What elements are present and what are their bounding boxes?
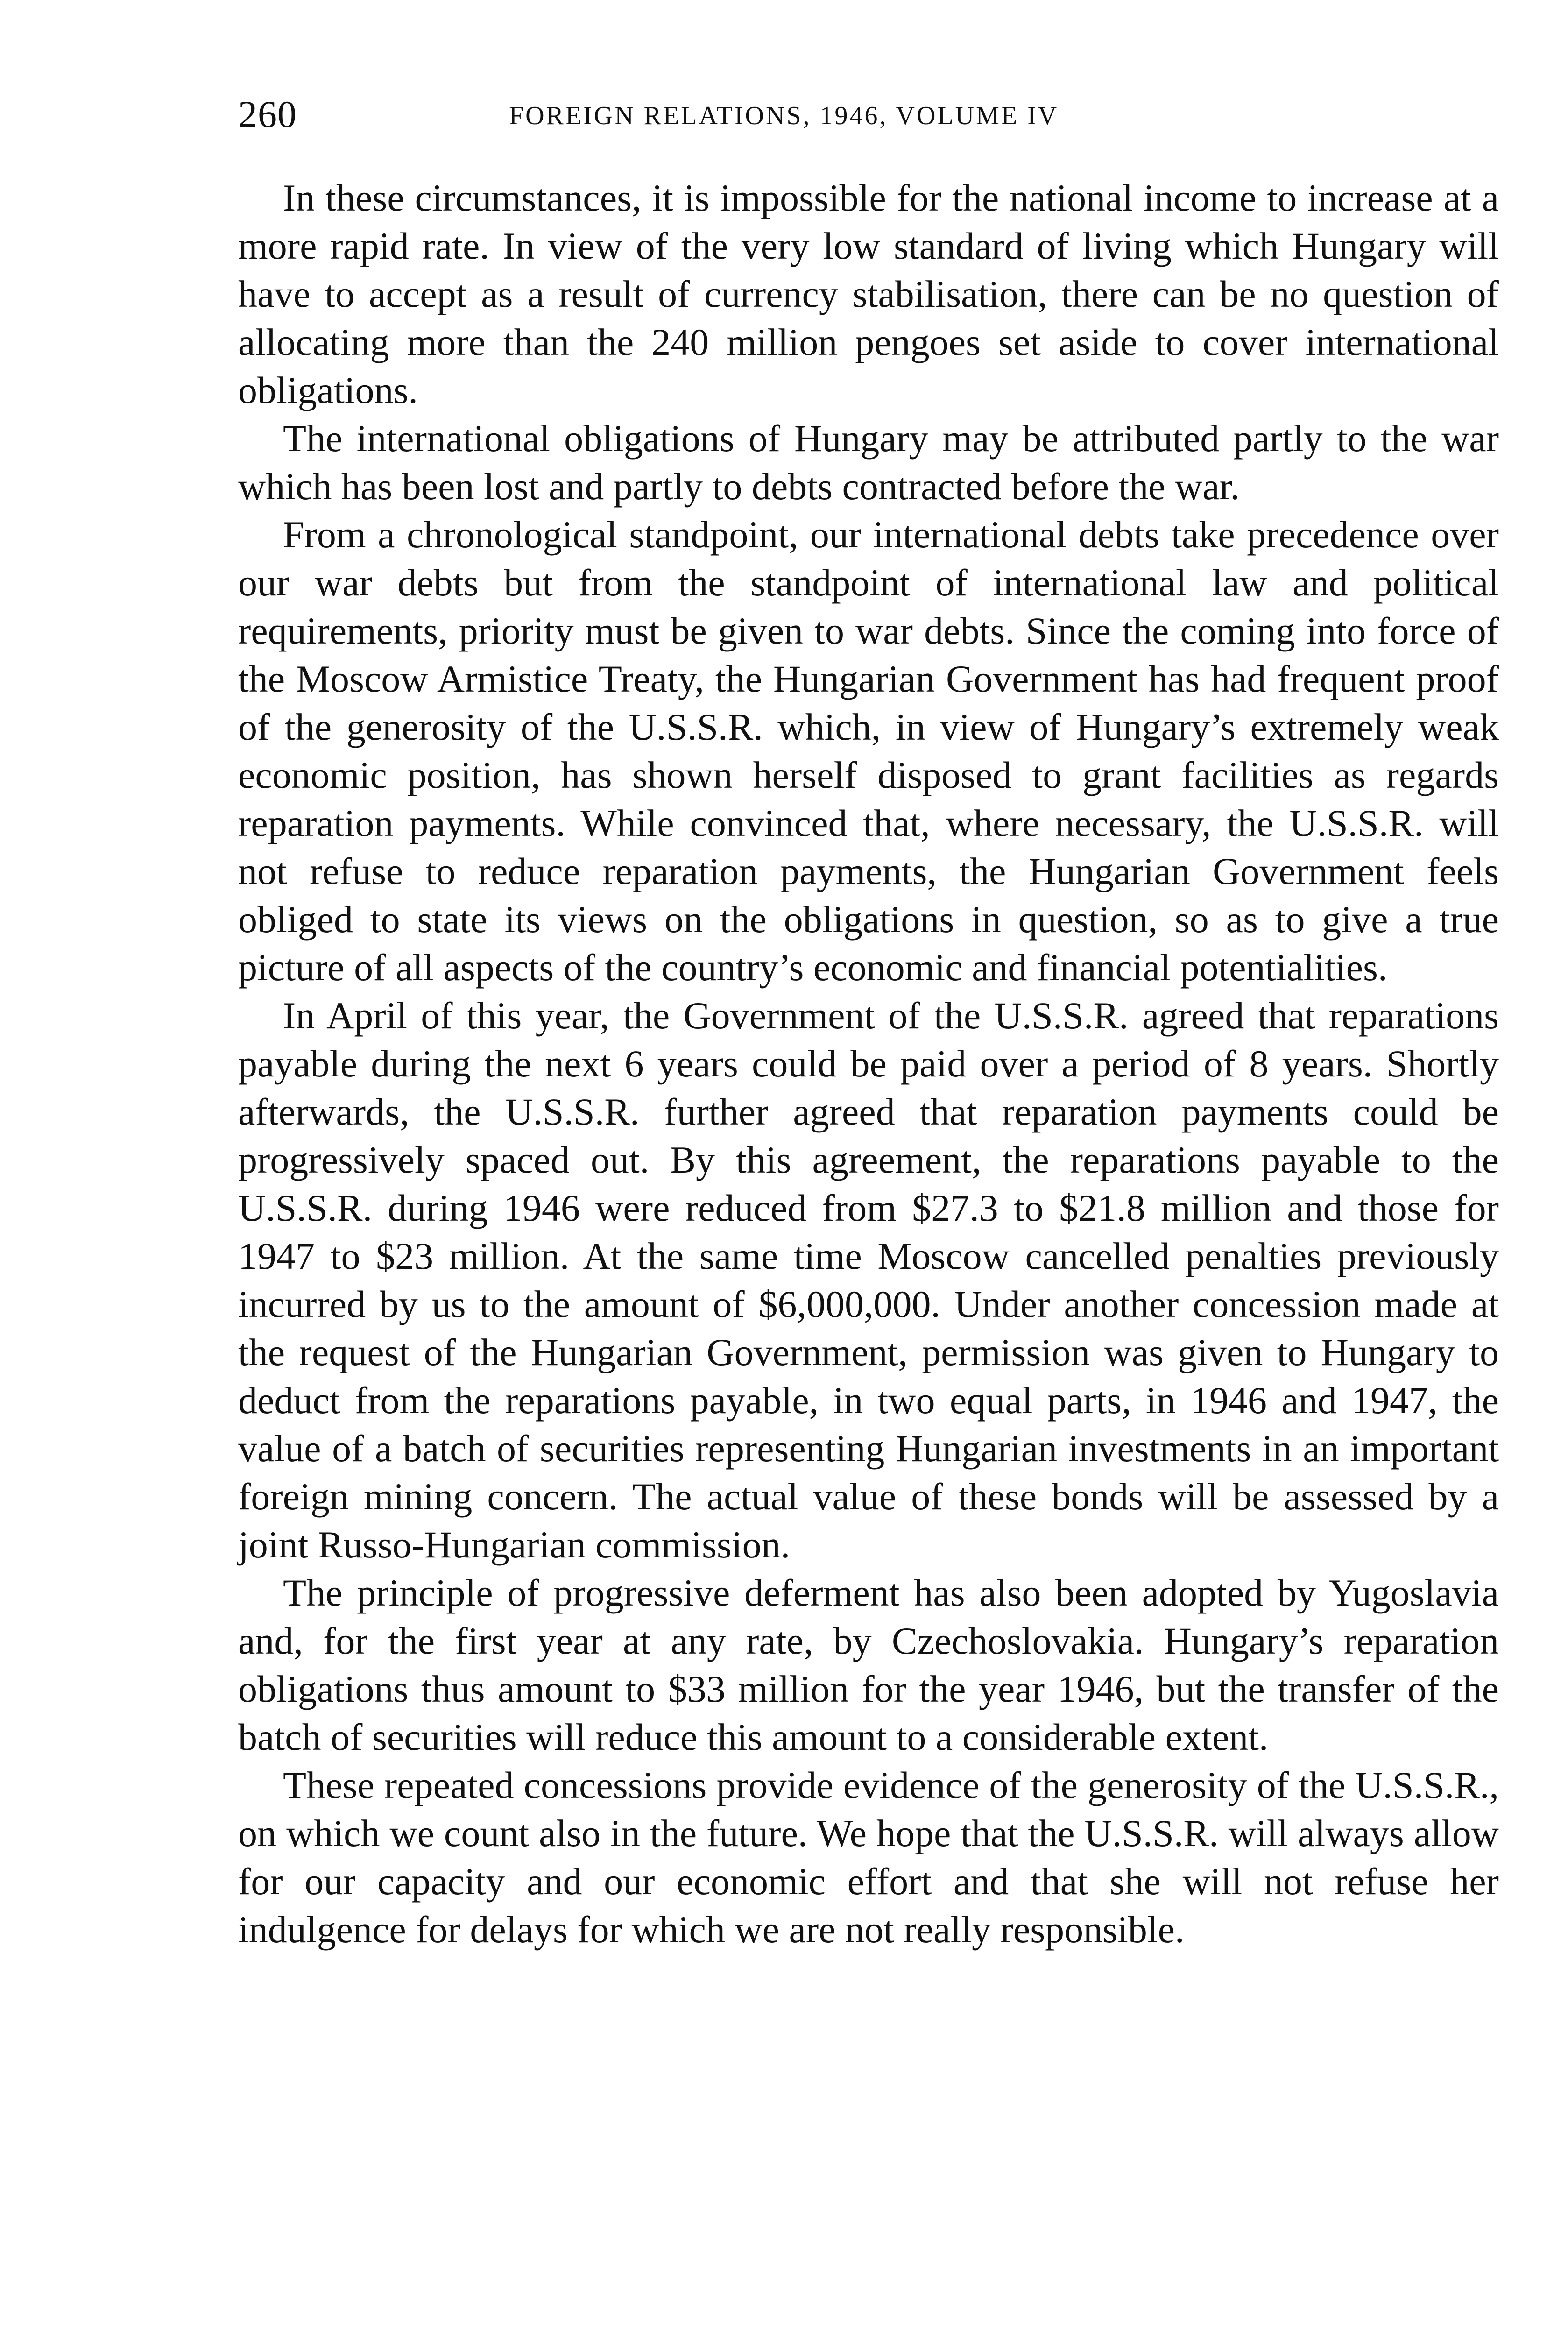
- paragraph-repeated-concessions: These repeated concessions provide evidence of the generosity of the U.S.S.R., on which we count also in the future. We hope that the U.S.S.R. will always allow for our capacity and our economic effort and that she will not refuse her indulgence for delays for which we are not really responsible.: [238, 1764, 1499, 1951]
- paragraph-progressive-deferment: The principle of progressive deferment has also been adopted by Yugoslavia and, for the first year at any rate, by Czechoslovakia. Hungary’s reparation obligations thus amount to $33 million for the year 1946, but the transfer of the batch of securities will reduce this amount to a considerable extent.: [238, 1571, 1499, 1758]
- running-title: FOREIGN RELATIONS, 1946, VOLUME IV: [509, 101, 1059, 130]
- paragraph-income-circumstances: In these circumstances, it is impossible for the national income to increase at a more rapid rate. In view of the very low standard of living which Hungary will have to accept as a result of currency stabilisation, there can be no question of allocating more than the 240 million pengoes set aside to cover international obligations.: [238, 177, 1499, 411]
- paragraph-april-agreement: In April of this year, the Government of the U.S.S.R. agreed that reparations payable during the next 6 years could be paid over a period of 8 years. Shortly afterwards, the U.S.S.R. further agreed that reparation payments could be progressively spaced out. By this agreement, the reparations payable to the U.S.S.R. during 1946 were reduced from $27.3 to $21.8 million and those for 1947 to $23 million. At the same time Moscow cancelled penalties previously incurred by us to the amount of $6,000,000. Under another concession made at the request of the Hungarian Government, permission was given to Hungary to deduct from the reparations payable, in two equal parts, in 1946 and 1947, the value of a batch of securities representing Hungarian investments in an important foreign mining concern. The actual value of these bonds will be assessed by a joint Russo-Hungarian commission.: [238, 994, 1499, 1566]
- page-number: 260: [238, 93, 297, 135]
- paragraph-international-obligations: The international obligations of Hungary may be attributed partly to the war which has been lost and partly to debts contracted before the war.: [238, 417, 1499, 508]
- paragraph-chronological-standpoint: From a chronological standpoint, our international debts take precedence over our war debts but from the standpoint of international law and political requirements, priority must be given to war debts. Since the coming into force of the Moscow Armistice Treaty, the Hungarian Government has had frequent proof of the generosity of the U.S.S.R. which, in view of Hungary’s extremely weak economic position, has shown herself disposed to grant facilities as regards reparation payments. While convinced that, where necessary, the U.S.S.R. will not refuse to reduce reparation payments, the Hungarian Government feels obliged to state its views on the obligations in question, so as to give a true picture of all aspects of the country’s economic and financial potentialities.: [238, 513, 1499, 989]
- running-head: [238, 89, 1499, 140]
- body-text: [238, 174, 1499, 1953]
